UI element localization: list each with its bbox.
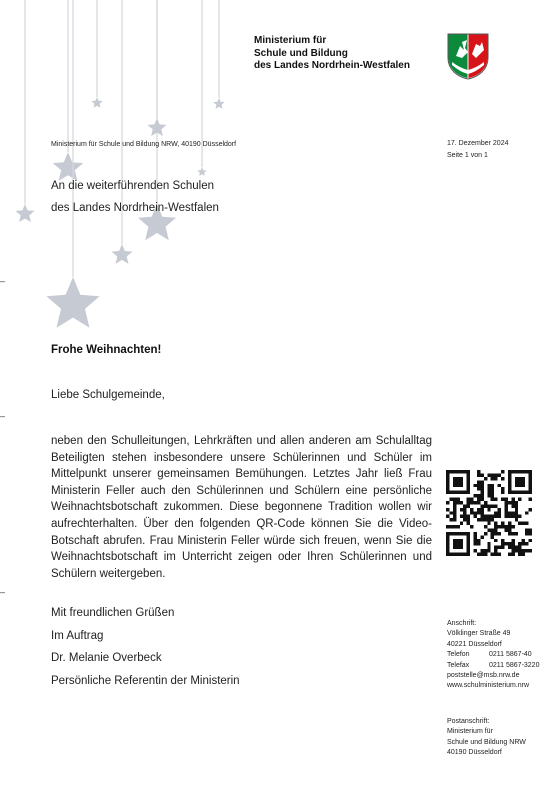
ministry-name-line: des Landes Nordrhein-Westfalen — [254, 60, 410, 71]
hanging-stars-decoration — [0, 0, 230, 345]
ministry-name-line: Ministerium für — [254, 35, 327, 46]
recipient-address — [51, 175, 219, 219]
closing-line: Im Auftrag — [51, 629, 104, 642]
sender-address-line: Ministerium für Schule und Bildung NRW, 40190 Düsseldorf — [51, 141, 237, 148]
phone-row — [447, 650, 539, 660]
letter-title: Frohe Weihnachten! — [51, 344, 162, 356]
fold-mark: – — [0, 587, 6, 597]
postal-line: Schule und Bildung NRW — [447, 738, 526, 746]
letter-date: 17. Dezember 2024 — [447, 140, 509, 147]
email-link[interactable]: poststelle@msb.nrw.de — [447, 672, 520, 680]
fax-row — [447, 661, 539, 671]
postal-line: Ministerium für — [447, 728, 493, 736]
address-heading: Anschrift: — [447, 620, 477, 627]
signatory-name: Dr. Melanie Overbeck — [51, 652, 162, 664]
closing-line: Mit freundlichen Grüßen — [51, 607, 175, 619]
phone-number[interactable]: 0211 5867-40 — [489, 651, 532, 659]
qr-code-icon[interactable] — [446, 470, 532, 556]
star-icon — [46, 277, 99, 328]
fax-label: Telefax — [447, 661, 470, 669]
page-number: Seite 1 von 1 — [447, 152, 488, 159]
star-icon — [112, 244, 133, 264]
fax-number: 0211 5867-3220 — [489, 661, 540, 669]
postal-heading: Postanschrift: — [447, 718, 490, 725]
ministry-name-line: Schule und Bildung — [254, 47, 348, 59]
address-city: 40221 Düsseldorf — [447, 640, 502, 648]
website-link[interactable]: www.schulministerium.nrw — [447, 682, 530, 690]
salutation: Liebe Schulgemeinde, — [51, 389, 165, 401]
recipient-line: An die weiterführenden Schulen — [51, 180, 215, 192]
fold-mark: – — [0, 411, 6, 421]
signatory-role: Persönliche Referentin der Ministerin — [51, 674, 240, 687]
star-icon — [16, 204, 35, 222]
letter-closing — [51, 602, 240, 692]
postal-address — [447, 717, 526, 759]
contact-address — [447, 619, 539, 692]
letter-body: neben den Schulleitungen, Lehrkräften und allen anderen am Schulalltag Beteiligten stehen insbesondere unsere Schülerinnen und Schüler im Mittelpunkt unserer gemeinsamen Bemühungen. Letztes Jahr ließ Frau Ministerin Feller auch den Schülerinnen und Schülern eine persönliche Weihnachtsbotschaft zukommen. Diese begonnene Tradition wollen wir aufrechterhalten. Über den folgenden QR-Code können Sie die Video-Botschaft abrufen. Frau Ministerin Feller würde sich freuen, wenn Sie die Weihnachtsbotschaft im Unterricht zeigen oder Ihren Schülerinnen und Schülern weitergeben. — [51, 435, 432, 580]
phone-label: Telefon — [447, 651, 470, 659]
star-icon — [91, 97, 102, 108]
letter-meta — [447, 138, 508, 162]
recipient-line: des Landes Nordrhein-Westfalen — [51, 202, 219, 214]
ministry-name — [254, 35, 410, 73]
star-icon — [213, 98, 224, 109]
fold-mark: – — [0, 276, 6, 286]
postal-line: 40190 Düsseldorf — [447, 749, 502, 757]
address-street: Völklinger Straße 49 — [447, 630, 511, 638]
nrw-coat-of-arms-icon — [446, 32, 490, 80]
